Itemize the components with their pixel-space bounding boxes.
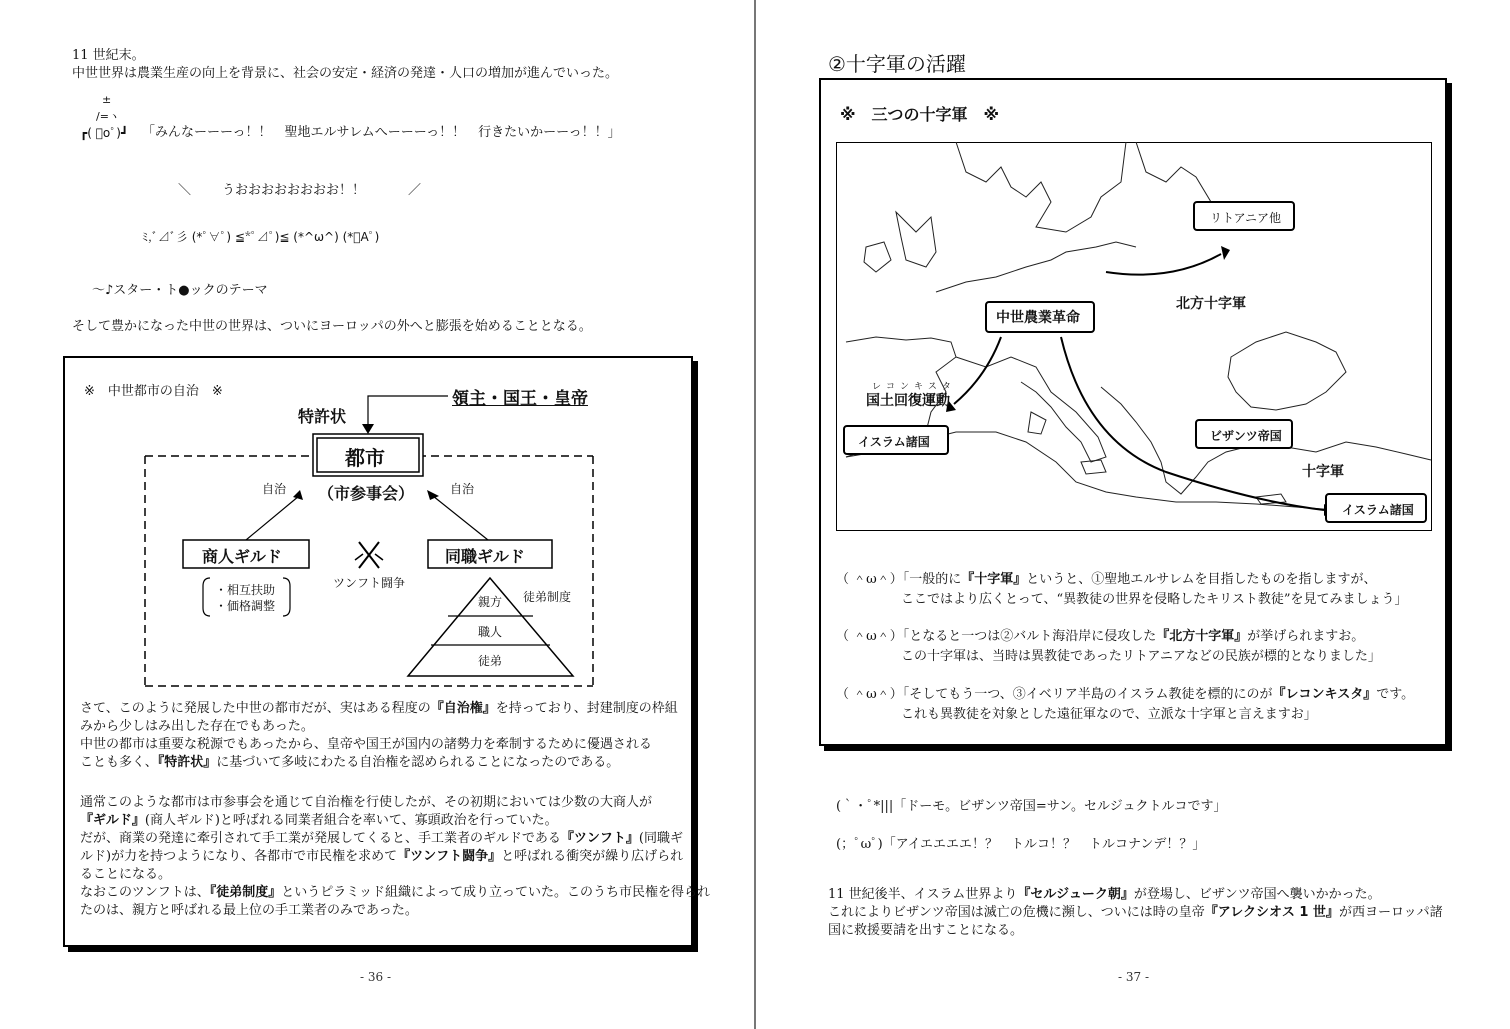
price-control-label: ・価格調整 bbox=[215, 599, 276, 613]
para1-line: 中世の都市は重要な税源でもあったから、皇帝や国王が国内の諸勢力を牽制するために優遇される bbox=[80, 737, 652, 752]
crowd-shout: うおおおおおおおお！！ bbox=[222, 183, 366, 198]
city-box-title: ※ 中世都市の自治 ※ bbox=[84, 384, 223, 399]
lords-label: 領主・国王・皇帝 bbox=[452, 389, 588, 409]
shout-line: 「みんなーーーっ！！ 聖地エルサレムへーーーっ！！ 行きたいかーーっ！！」 bbox=[142, 125, 621, 140]
apprentice-label: 徒弟 bbox=[478, 654, 503, 668]
dialogue-3 bbox=[836, 686, 1414, 724]
byzantine-label: ビザンツ帝国 bbox=[1210, 429, 1282, 443]
para2-line: なおこのツンフトは、『徒弟制度』というピラミッド組織によって成り立っていた。このうち市民権を得られ bbox=[80, 885, 711, 900]
intro-line-1: 11 世紀末。 bbox=[72, 48, 145, 63]
agri-revolution-label: 中世農業革命 bbox=[996, 310, 1080, 326]
apprentice-system-label: 徒弟制度 bbox=[523, 590, 572, 604]
right-bracket bbox=[283, 578, 290, 616]
final-line: これによりビザンツ帝国は滅亡の危機に瀕し、ついには時の皇帝『アレクシオス 1 世』が西ヨーロッパ諸 bbox=[828, 905, 1443, 920]
journeyman-label: 職人 bbox=[478, 625, 503, 639]
islam-east-label: イスラム諸国 bbox=[1342, 503, 1414, 517]
section-heading: ②十字軍の活躍 bbox=[828, 52, 966, 76]
page-number-left: - 36 - bbox=[360, 970, 392, 984]
para2-line: たのは、親方と呼ばれる最上位の手工業者のみであった。 bbox=[80, 903, 418, 918]
merchant-arrow bbox=[246, 496, 299, 540]
para2-line: ることになる。 bbox=[80, 867, 172, 882]
mutual-aid-label: ・相互扶助 bbox=[215, 583, 276, 597]
page-number-right: - 37 - bbox=[1118, 970, 1150, 984]
master-label: 親方 bbox=[478, 595, 503, 609]
dialogue-1 bbox=[836, 571, 1408, 609]
dialogue-line: （ ＾ω＾）「一般的に『十字軍』というと、①聖地エルサレムを目指したものを指しますが、 bbox=[836, 572, 1377, 587]
merchant-guild-label: 商人ギルド bbox=[202, 547, 282, 566]
crowd-right-mark: ／ bbox=[408, 183, 422, 198]
dialogue-byzantine: (；ﾟωﾟ)「アイエエエエ！？ トルコ！？ トルコナンデ！？」 bbox=[836, 837, 1206, 852]
zunft-struggle-label: ツンフト闘争 bbox=[333, 576, 406, 590]
autonomy-left-label: 自治 bbox=[262, 482, 287, 496]
dialogue-seljuk: (｀・ﾟ*|||「ドーモ。ビザンツ帝国=サン。セルジュクトルコです」 bbox=[836, 799, 1227, 814]
crusade-label: 十字軍 bbox=[1302, 464, 1344, 480]
transition-line: そして豊かになった中世の世界は、ついにヨーロッパの外へと膨張を始めることとなる。 bbox=[72, 319, 592, 334]
music-line: ～♪スター・ト●ックのテーマ bbox=[92, 283, 268, 298]
para1-line: みから少しはみ出した存在でもあった。 bbox=[80, 719, 314, 734]
charter-label: 特許状 bbox=[298, 407, 347, 426]
city-diagram bbox=[63, 356, 693, 696]
reconquista-ruby: レコンキスタ bbox=[872, 382, 956, 392]
para2-line: だが、商業の発達に牽引されて手工業が発展してくると、手工業者のギルドである『ツンフト』(同職ギ bbox=[80, 831, 683, 846]
final-line: 11 世紀後半、イスラム世界より『セルジューク朝』が登場し、ビザンツ帝国へ襲いかかった。 bbox=[828, 887, 1381, 902]
para2-line: 通常このような都市は市参事会を通じて自治権を行使したが、その初期においては少数の大商人が bbox=[80, 795, 653, 810]
lithuania-label: リトアニア他 bbox=[1210, 211, 1282, 225]
para1-line: さて、このように発展した中世の都市だが、実はある程度の『自治権』を持っており、封建制度の枠組 bbox=[80, 701, 678, 716]
para2-line: ルド)が力を持つようになり、各都市で市民権を求めて『ツンフト闘争』と呼ばれる衝突が繰り広げられ bbox=[80, 849, 684, 864]
page-divider bbox=[754, 0, 756, 1029]
crusades-box-title: ※ 三つの十字軍 ※ bbox=[840, 105, 1000, 124]
dialogue-line: （ ＾ω＾）「となると一つは②バルト海沿岸に侵攻した『北方十字軍』が挙げられますお。 bbox=[836, 629, 1365, 644]
ascii-arms: /=ヽ bbox=[96, 110, 120, 123]
crowd-left-mark: ＼ bbox=[178, 183, 192, 198]
final-line: 国に救援要請を出すことになる。 bbox=[828, 923, 1024, 938]
crowd-faces: ﾐ,ﾞ⊿ﾞ彡 (*ﾟ∀ﾟ) ≦*ﾟ⊿ﾟ)≦ (*^ω^) (*ﾟAﾟ) bbox=[142, 230, 380, 244]
craft-arrow bbox=[433, 496, 488, 540]
city-paragraph-2 bbox=[80, 794, 710, 920]
islam-west-label: イスラム諸国 bbox=[858, 435, 930, 449]
council-label: （市参事会） bbox=[318, 484, 415, 503]
dialogue-line: ここではより広くとって、“異教徒の世界を侵略したキリスト教徒”を見てみましょう」 bbox=[836, 592, 1408, 607]
dialogue-line: （ ＾ω＾）「そしてもう一つ、③イベリア半島のイスラム教徒を標的にのが『レコンキスタ』です。 bbox=[836, 687, 1415, 702]
dialogue-2 bbox=[836, 628, 1381, 666]
city-paragraph-1 bbox=[80, 700, 678, 772]
ascii-face: ┏( ﾟoﾟ)┛ bbox=[80, 126, 129, 140]
seljuk-paragraph bbox=[828, 886, 1443, 940]
craft-guild-label: 同職ギルド bbox=[445, 547, 525, 566]
autonomy-right-label: 自治 bbox=[450, 482, 475, 496]
dialogue-line: これも異教徒を対象とした遠征軍なので、立派な十字軍と言えますお」 bbox=[836, 707, 1317, 722]
para1-line: ことも多く、『特許状』に基づいて多岐にわたる自治権を認められることになったのである。 bbox=[80, 755, 620, 770]
charter-arrow bbox=[368, 396, 448, 430]
reconquista-label: 国土回復運動 bbox=[866, 393, 950, 409]
northern-crusade-label: 北方十字軍 bbox=[1176, 296, 1246, 312]
dialogue-line: この十字軍は、当時は異教徒であったリトアニアなどの民族が標的となりました」 bbox=[836, 649, 1381, 664]
left-bracket bbox=[203, 578, 210, 616]
city-label: 都市 bbox=[345, 446, 385, 470]
para2-line: 『ギルド』(商人ギルド)と呼ばれる同業者組合を率いて、寡頭政治を行っていた。 bbox=[80, 813, 558, 828]
intro-line-2: 中世世界は農業生産の向上を背景に、社会の安定・経済の発達・人口の増加が進んでいった。 bbox=[72, 66, 619, 81]
ascii-cross: ± bbox=[102, 93, 112, 106]
